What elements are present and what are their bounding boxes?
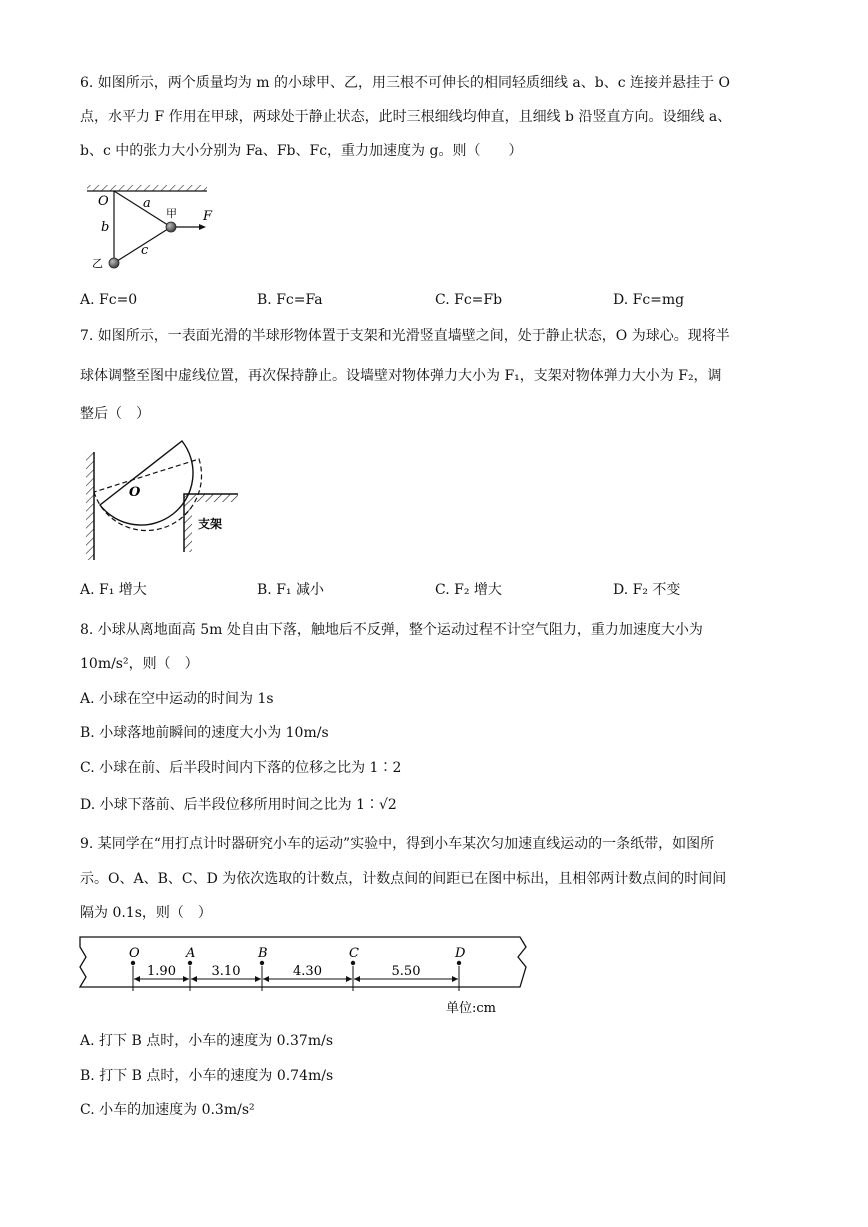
label-O-center: O (129, 485, 141, 500)
label-a: a (143, 196, 151, 211)
tape-gap-label: 5.50 (391, 964, 421, 979)
q6-stem-line-3: b、c 中的张力大小分别为 Fa、Fb、Fc，重力加速度为 g。则（ ） (80, 143, 523, 159)
q7-option-b[interactable]: B. F₁ 减小 (257, 582, 324, 598)
tape-point-A (188, 961, 192, 965)
label-b: b (101, 220, 110, 235)
q6-option-c[interactable]: C. Fc=Fb (435, 292, 503, 308)
q6-option-a[interactable]: A. Fc=0 (80, 292, 138, 308)
q7-option-c[interactable]: C. F₂ 增大 (435, 582, 502, 598)
q8-option-c[interactable]: C. 小球在前、后半段时间内下落的位移之比为 1∶2 (80, 760, 402, 776)
label-yi: 乙 (92, 257, 103, 270)
label-jia: 甲 (166, 207, 177, 220)
ceiling-hatch (87, 185, 207, 191)
tape-point-B (260, 961, 264, 965)
label-support: 支架 (198, 517, 223, 531)
hemisphere-solid (100, 441, 193, 525)
q6-figure (80, 178, 220, 278)
tape-point-D (457, 961, 461, 965)
ball-jia (166, 222, 176, 232)
q7-stem-line-1: 7. 如图所示，一表面光滑的半球形物体置于支架和光滑竖直墙壁之间，处于静止状态，O 为球心。现将半 (80, 328, 730, 344)
tape-point-C (351, 961, 355, 965)
q9-tape-figure (78, 933, 533, 1021)
label-c: c (141, 243, 149, 258)
q7-stem-line-3: 整后（ ） (80, 406, 150, 422)
q9-stem-line-1: 9. 某同学在“用打点计时器研究小车的运动”实验中，得到小车某次匀加速直线运动的一条纸带，如图所 (80, 836, 715, 852)
q9-option-b[interactable]: B. 打下 B 点时，小车的速度为 0.74m/s (80, 1068, 334, 1084)
tape-point-label-O: O (129, 946, 140, 961)
tape-gap-label: 3.10 (211, 964, 241, 979)
q9-option-c[interactable]: C. 小车的加速度为 0.3m/s² (80, 1102, 255, 1118)
tape-point-label-B: B (258, 946, 268, 961)
q8-stem-line-2: 10m/s²，则（ ） (80, 656, 199, 672)
q8-option-b[interactable]: B. 小球落地前瞬间的速度大小为 10m/s (80, 725, 329, 741)
q7-option-d[interactable]: D. F₂ 不变 (613, 582, 681, 598)
tape-unit: 单位:cm (446, 1001, 496, 1016)
q9-option-a[interactable]: A. 打下 B 点时，小车的速度为 0.37m/s (80, 1033, 333, 1049)
tape-point-label-A: A (186, 946, 196, 961)
tape-gap-label: 1.90 (147, 964, 176, 979)
q8-option-a[interactable]: A. 小球在空中运动的时间为 1s (80, 691, 274, 707)
q6-stem-line-1: 6. 如图所示，两个质量均为 m 的小球甲、乙，用三根不可伸长的相同轻质细线 a、b、c 连接并悬挂于 O (80, 75, 730, 91)
tape-point-O (131, 961, 135, 965)
label-O: O (98, 194, 109, 209)
wall-hatch (86, 452, 94, 560)
q7-figure (80, 432, 250, 564)
tape-point-label-C: C (349, 946, 359, 961)
label-F: F (203, 209, 213, 224)
tape-gap-label: 4.30 (293, 964, 322, 979)
q8-option-d[interactable]: D. 小球下落前、后半段位移所用时间之比为 1∶√2 (80, 797, 397, 813)
tape-point-label-D: D (455, 946, 466, 961)
q7-option-a[interactable]: A. F₁ 增大 (80, 582, 147, 598)
q8-stem-line-1: 8. 小球从离地面高 5m 处自由下落，触地后不反弹，整个运动过程不计空气阻力，重力加速度大小为 (80, 622, 703, 638)
q6-option-b[interactable]: B. Fc=Fa (257, 292, 323, 308)
q7-stem-line-2: 球体调整至图中虚线位置，再次保持静止。设墙壁对物体弹力大小为 F₁，支架对物体弹力大小为 F₂，调 (80, 368, 722, 384)
q6-stem-line-2: 点，水平力 F 作用在甲球，两球处于静止状态，此时三根细线均伸直，且细线 b 沿竖直方向。设细线 a、 (80, 109, 732, 125)
q6-option-d[interactable]: D. Fc=mg (613, 292, 685, 308)
q9-stem-line-3: 隔为 0.1s，则（ ） (80, 905, 212, 921)
q9-stem-line-2: 示。O、A、B、C、D 为依次选取的计数点，计数点间的间距已在图中标出，且相邻两计数点间的时间间 (80, 871, 727, 887)
ball-yi (109, 258, 119, 268)
